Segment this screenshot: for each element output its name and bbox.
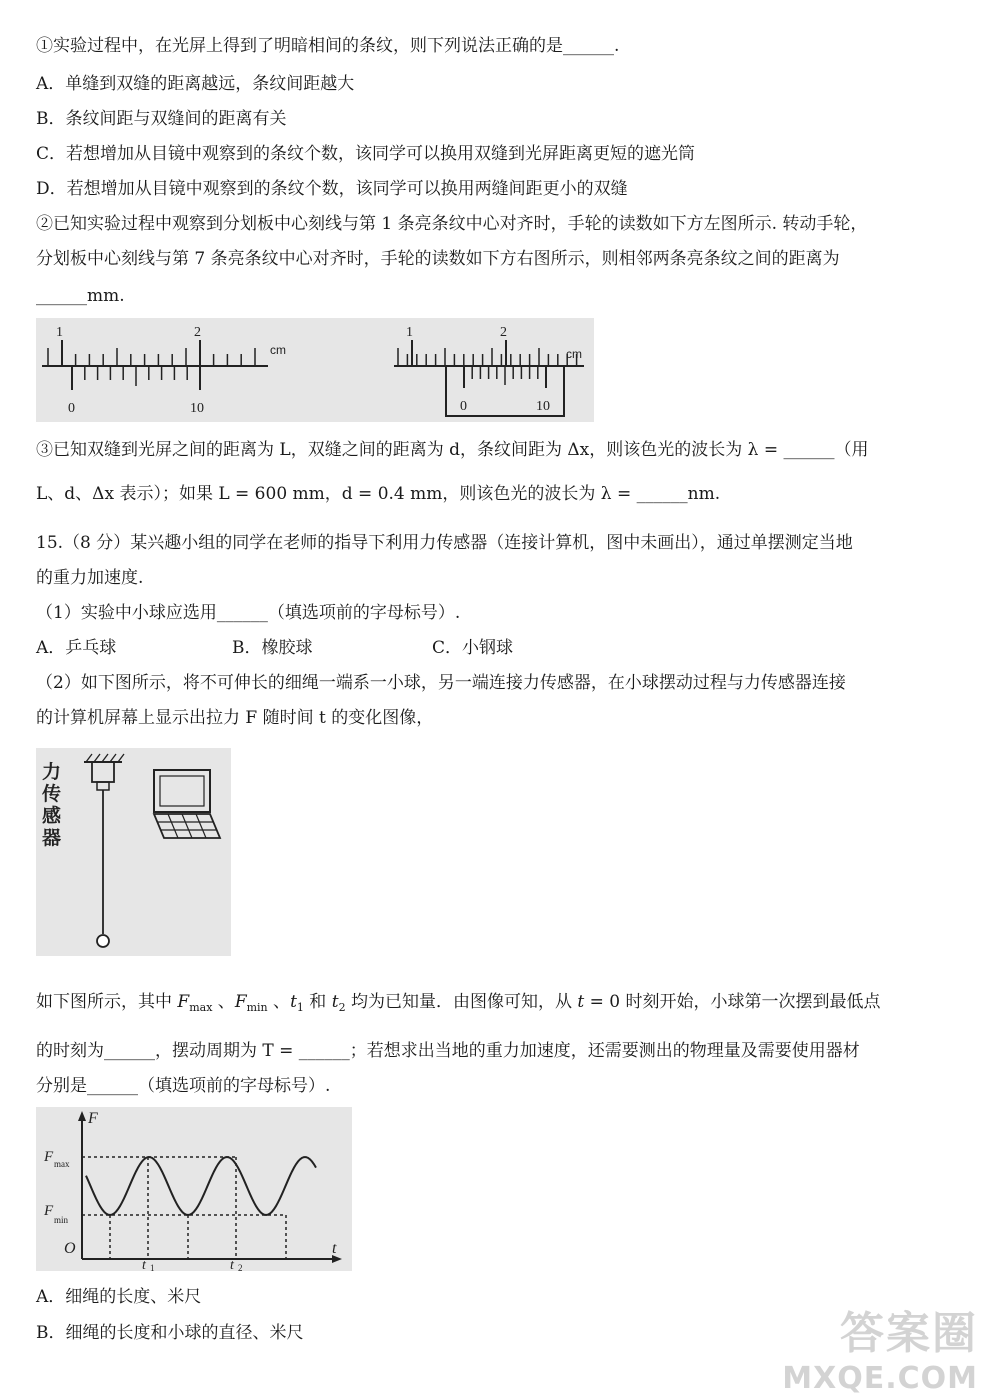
force-sensor-label: 力 传 感 器 (42, 761, 62, 849)
pendulum-figure (36, 748, 231, 956)
q15-p1-option-b: B．橡胶球 (232, 638, 313, 658)
graph-label-t1: t (142, 1258, 146, 1271)
q15-p3-line2: 的时刻为______，摆动周期为 T = ______；若想求出当地的重力加速度，还需要测出的物理量及需要使用器材 (36, 1041, 860, 1061)
caliper-right-vernier-10: 10 (536, 399, 550, 414)
caliper-left-vernier-10: 10 (190, 401, 204, 416)
graph-label-origin: O (64, 1240, 76, 1257)
q15-p3-option-b: B．细绳的长度和小球的直径、米尺 (36, 1323, 304, 1343)
watermark-en: MXQE.COM (782, 1361, 978, 1396)
q14-p2-line3: ______mm. (36, 286, 125, 306)
caliper-left-label-2: 2 (194, 325, 201, 340)
force-curve (86, 1157, 316, 1215)
graph-label-t2: t (230, 1258, 234, 1271)
computer-icon (154, 770, 220, 838)
q14-p3-line1: ③已知双缝到光屏之间的距离为 L，双缝之间的距离为 d，条纹间距为 Δx，则该色光的波长为 λ = ______（用 (36, 440, 869, 460)
q14-p1-option-b: B．条纹间距与双缝间的距离有关 (36, 109, 287, 129)
q14-p2-line2: 分划板中心刻线与第 7 条亮条纹中心对齐时，手轮的读数如下方右图所示，则相邻两条亮条纹之间的距离为 (36, 249, 840, 269)
graph-label-fmin-sub: min (54, 1215, 69, 1225)
q15-p1-stem: （1）实验中小球应选用______（填选项前的字母标号）. (36, 603, 461, 623)
caliper-left-unit: cm (270, 343, 286, 357)
graph-label-f: F (88, 1110, 98, 1127)
graph-label-fmax: F (44, 1149, 54, 1165)
pendulum-ball (97, 935, 109, 947)
vernier-caliper-figure (36, 318, 594, 422)
q15-intro-line2: 的重力加速度. (36, 568, 144, 588)
q15-intro-line1: 15.（8 分）某兴趣小组的同学在老师的指导下利用力传感器（连接计算机，图中未画出），通过单摆测定当地 (36, 533, 853, 553)
caliper-right-label-1: 1 (406, 325, 413, 340)
q14-p1-option-a: A．单缝到双缝的距离越远，条纹间距越大 (36, 74, 355, 94)
graph-label-t1-sub: 1 (150, 1263, 155, 1271)
watermark-cn: 答案圈 (840, 1308, 978, 1359)
graph-label-t: t (332, 1240, 337, 1257)
graph-label-t2-sub: 2 (238, 1263, 243, 1271)
q15-p1-option-a: A．乒乓球 (36, 638, 117, 658)
q15-p1-option-c: C．小钢球 (432, 638, 514, 658)
caliper-left (42, 325, 286, 416)
q14-p3-line2: L、d、Δx 表示）；如果 L = 600 mm，d = 0.4 mm，则该色光的波长为 λ = ______nm. (36, 484, 721, 504)
q15-p2-line1: （2）如下图所示，将不可伸长的细绳一端系一小球，另一端连接力传感器，在小球摆动过程与力传感器连接 (36, 673, 846, 693)
caliper-left-label-1: 1 (56, 325, 63, 340)
q15-p3-option-a: A．细绳的长度、米尺 (36, 1287, 202, 1307)
caliper-right-unit: cm (566, 347, 582, 361)
q14-p1-stem: ①实验过程中，在光屏上得到了明暗相间的条纹，则下列说法正确的是______. (36, 36, 620, 56)
graph-label-fmin: F (44, 1203, 54, 1219)
force-time-graph (36, 1107, 352, 1271)
q15-p3-line3: 分别是______（填选项前的字母标号）. (36, 1076, 331, 1096)
q14-p1-option-d: D．若想增加从目镜中观察到的条纹个数，该同学可以换用两缝间距更小的双缝 (36, 179, 628, 199)
q14-p2-line1: ②已知实验过程中观察到分划板中心刻线与第 1 条亮条纹中心对齐时，手轮的读数如下方左图所示. 转动手轮， (36, 214, 868, 234)
q15-p3-line1: 如下图所示，其中 $F_{max}$ 、$F_{min}$ 、$t_1$ 和 $t_2$ 均为已知量．由图像可知，从 t = 0 时刻开始，小球第一次摆到最低点 (36, 992, 881, 1014)
caliper-right (394, 325, 584, 416)
graph-label-fmax-sub: max (54, 1159, 70, 1169)
watermark-logo (782, 1297, 978, 1396)
caliper-right-vernier-0: 0 (460, 399, 467, 414)
force-sensor-box (92, 762, 114, 782)
caliper-right-label-2: 2 (500, 325, 507, 340)
caliper-left-vernier-0: 0 (68, 401, 75, 416)
q14-p1-option-c: C．若想增加从目镜中观察到的条纹个数，该同学可以换用双缝到光屏距离更短的遮光筒 (36, 144, 696, 164)
q15-p2-line2: 的计算机屏幕上显示出拉力 F 随时间 t 的变化图像， (36, 708, 434, 728)
